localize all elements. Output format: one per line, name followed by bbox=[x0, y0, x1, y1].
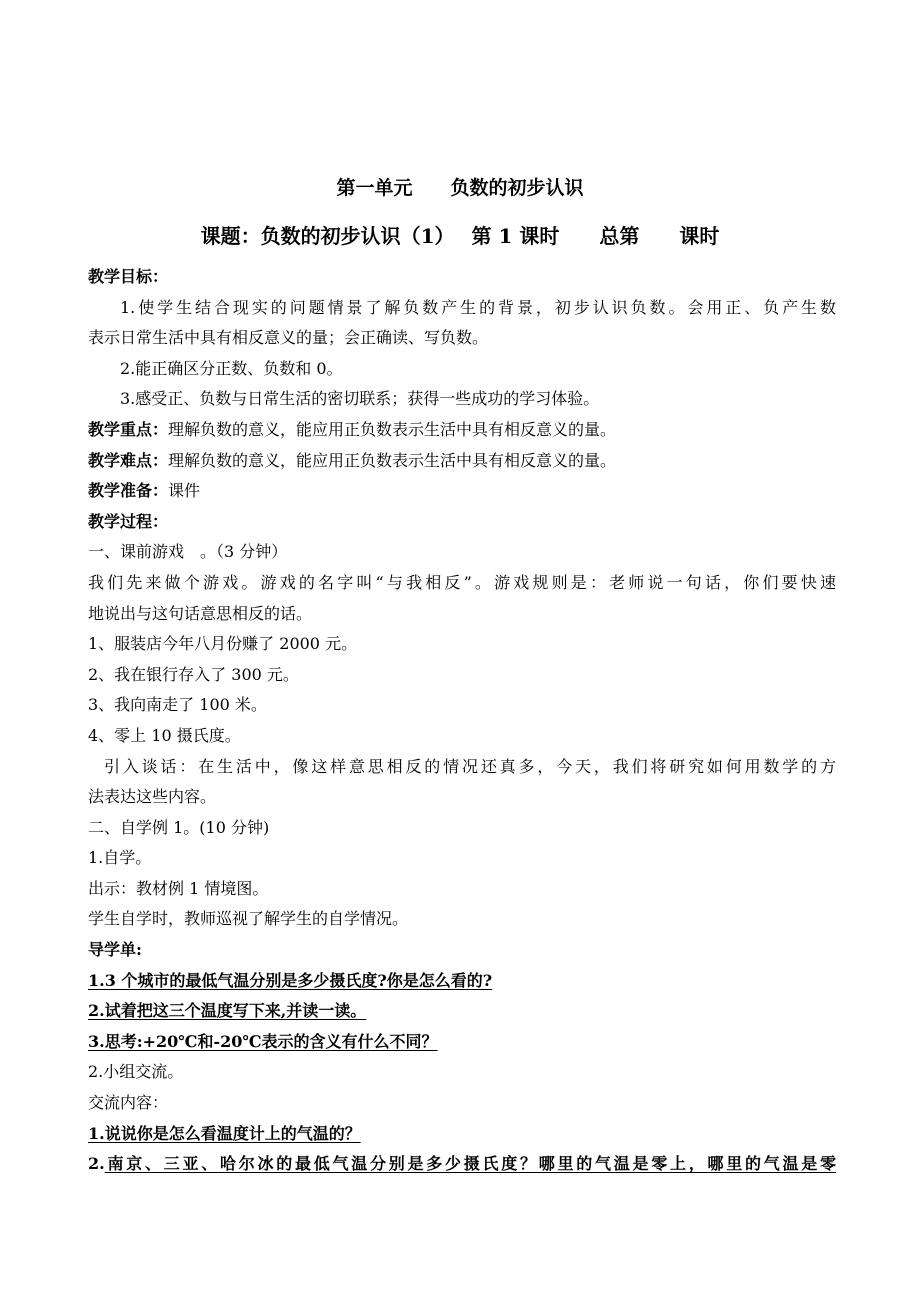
objectives-label: 教学目标： bbox=[88, 267, 169, 286]
show-text: 出示：教材例 1 情境图。 bbox=[88, 878, 269, 898]
section-1-heading: 一、课前游戏 。（3 分钟） bbox=[88, 542, 288, 562]
guide-item bbox=[88, 966, 836, 997]
objective-2: 2.能正确区分正数、负数和 0。 bbox=[120, 358, 343, 378]
lead-in-line-2: 法表达这些内容。 bbox=[88, 787, 217, 807]
key-point bbox=[88, 415, 836, 446]
guide-item bbox=[88, 1027, 836, 1058]
difficulty bbox=[88, 446, 836, 477]
game-item: 4、零上 10 摄氏度。 bbox=[88, 725, 241, 745]
guide-item-text: 3.思考:+20℃和-20℃表示的含义有什么不同？ bbox=[88, 1031, 438, 1051]
section-1-intro-line-2: 地说出与这句话意思相反的话。 bbox=[88, 603, 313, 623]
document-body bbox=[88, 262, 836, 1180]
section-2-heading: 二、自学例 1。(10 分钟) bbox=[88, 817, 270, 837]
objective-1-line-1: 1.使学生结合现实的问题情景了解负数产生的背景，初步认识负数。会用正、负产生数 bbox=[120, 297, 836, 317]
guide-item-text: 1.3 个城市的最低气温分别是多少摄氏度?你是怎么看的? bbox=[88, 970, 493, 990]
lead-in-line-1: 引入谈话：在生活中，像这样意思相反的情况还真多，今天，我们将研究如何用数学的方 bbox=[104, 756, 836, 776]
difficulty-label: 教学难点： bbox=[88, 450, 169, 470]
guide-item bbox=[88, 996, 836, 1027]
group-exchange: 2.小组交流。 bbox=[88, 1062, 184, 1082]
exchange-item bbox=[88, 1119, 836, 1150]
game-item: 3、我向南走了 100 米。 bbox=[88, 695, 267, 715]
objective-1-line-2: 表示日常生活中具有相反意义的量；会正确读、写负数。 bbox=[88, 328, 489, 348]
game-item: 2、我在银行存入了 300 元。 bbox=[88, 664, 299, 684]
exchange-item-text: 南京、三亚、哈尔冰的最低气温分别是多少摄氏度？哪里的气温是零上，哪里的气温是零 bbox=[104, 1154, 836, 1174]
key-point-label: 教学重点： bbox=[88, 419, 169, 439]
section-1-intro-line-1: 我们先来做个游戏。游戏的名字叫“与我相反”。游戏规则是：老师说一句话，你们要快速 bbox=[88, 572, 836, 592]
preparation-label: 教学准备： bbox=[88, 481, 169, 501]
exchange-label: 交流内容： bbox=[88, 1093, 169, 1113]
difficulty-text: 理解负数的意义，能应用正负数表示生活中具有相反意义的量。 bbox=[168, 450, 617, 470]
self-study: 1.自学。 bbox=[88, 848, 152, 868]
unit-title: 第一单元 负数的初步认识 bbox=[336, 177, 584, 199]
key-point-text: 理解负数的意义，能应用正负数表示生活中具有相反意义的量。 bbox=[168, 419, 617, 439]
exchange-item-text: 1.说说你是怎么看温度计上的气温的？ bbox=[88, 1123, 361, 1143]
preparation bbox=[88, 476, 836, 507]
guide-label: 导学单: bbox=[88, 940, 142, 960]
game-item: 1、服装店今年八月份赚了 2000 元。 bbox=[88, 634, 358, 654]
process-label: 教学过程： bbox=[88, 511, 169, 531]
lesson-title: 课题：负数的初步认识（1） 第 1 课时 总第 课时 bbox=[200, 224, 720, 248]
objective-3: 3.感受正、负数与日常生活的密切联系；获得一些成功的学习体验。 bbox=[120, 389, 600, 409]
teacher-tour: 学生自学时，教师巡视了解学生的自学情况。 bbox=[88, 909, 409, 929]
exchange-item-prefix: 2. bbox=[88, 1154, 105, 1174]
preparation-text: 课件 bbox=[168, 481, 201, 501]
exchange-item bbox=[88, 1149, 836, 1180]
guide-item-text: 2.试着把这三个温度写下来,并读一读。 bbox=[88, 1001, 367, 1021]
